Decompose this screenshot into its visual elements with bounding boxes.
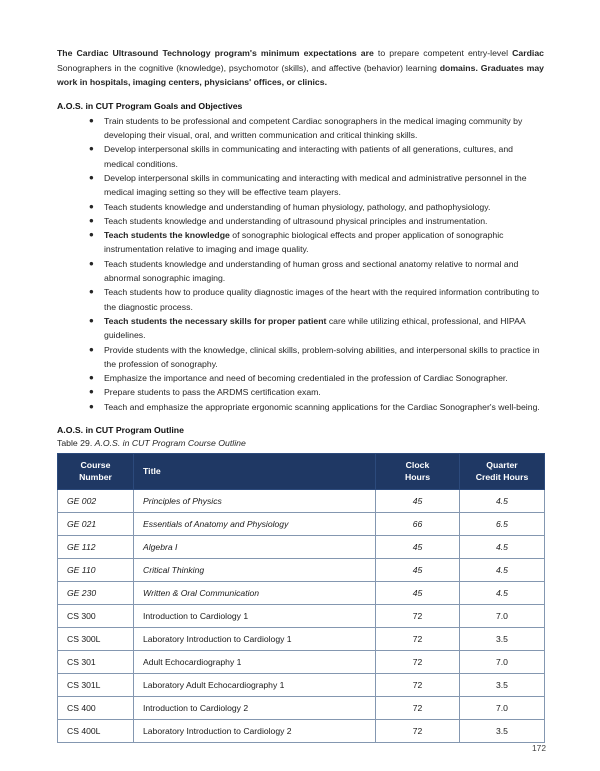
page-number: 172: [532, 743, 546, 753]
cell-title: Introduction to Cardiology 1: [134, 604, 376, 627]
cell-clock-hours: 45: [376, 489, 460, 512]
goal-item: [57, 257, 544, 286]
bullet-icon: ●: [89, 230, 94, 240]
table-body: [58, 489, 545, 742]
cell-course-number: CS 301L: [58, 673, 134, 696]
intro-bold-2: Cardiac: [512, 48, 544, 58]
cell-course-number: CS 400: [58, 696, 134, 719]
goals-list: [57, 114, 544, 414]
cell-clock-hours: 72: [376, 719, 460, 742]
course-outline-table: [57, 453, 545, 743]
cell-title: Principles of Physics: [134, 489, 376, 512]
cell-clock-hours: 72: [376, 604, 460, 627]
cell-course-number: GE 110: [58, 558, 134, 581]
table-row: [58, 512, 545, 535]
cell-title: Laboratory Introduction to Cardiology 2: [134, 719, 376, 742]
course-number-line1: Course: [80, 459, 111, 470]
outline-section-heading: A.O.S. in CUT Program Outline: [57, 425, 184, 436]
cell-quarter-credit-hours: 4.5: [460, 581, 545, 604]
goal-item-text: of sonographic biological effects and proper application of sonographic instrumentation relative to imaging and image quality.: [104, 230, 504, 255]
goal-item: [57, 214, 544, 228]
goal-item: [57, 171, 544, 200]
goal-item: [57, 343, 544, 372]
table-caption-number: Table 29.: [57, 438, 95, 449]
goal-item-text: Emphasize the importance and need of becoming credentialed in the profession of Cardiac Sonographer.: [104, 373, 508, 384]
table-row: [58, 581, 545, 604]
goal-item-bold: Teach students the necessary skills for proper patient: [104, 315, 327, 326]
cell-clock-hours: 45: [376, 535, 460, 558]
quarter-credit-line2: Credit Hours: [475, 472, 529, 483]
bullet-icon: ●: [89, 373, 94, 383]
cell-quarter-credit-hours: 7.0: [460, 650, 545, 673]
cell-quarter-credit-hours: 3.5: [460, 719, 545, 742]
table-row: [58, 696, 545, 719]
goal-item-text: Develop interpersonal skills in communicating and interacting with patients of all generations, cultures, and medical conditions.: [104, 144, 514, 169]
cell-quarter-credit-hours: 3.5: [460, 627, 545, 650]
bullet-icon: ●: [89, 201, 94, 211]
cell-title: Critical Thinking: [134, 558, 376, 581]
cell-quarter-credit-hours: 7.0: [460, 696, 545, 719]
bullet-icon: ●: [89, 172, 94, 182]
goal-item: [57, 200, 544, 214]
table-caption: [57, 437, 544, 451]
table-caption-title: A.O.S. in CUT Program Course Outline: [94, 438, 246, 449]
course-number-line2: Number: [79, 472, 112, 483]
bullet-icon: ●: [89, 115, 94, 125]
bullet-icon: ●: [89, 401, 94, 411]
column-header-clock-hours: [376, 453, 460, 489]
goal-item-text: Teach and emphasize the appropriate ergonomic scanning applications for the Cardiac Sonographer's well-being.: [104, 401, 540, 412]
cell-quarter-credit-hours: 6.5: [460, 512, 545, 535]
table-row: [58, 558, 545, 581]
table-row: [58, 719, 545, 742]
cell-title: Adult Echocardiography 1: [134, 650, 376, 673]
goal-item-text: Train students to be professional and competent Cardiac sonographers in the medical imaging community by developing their visual, oral, and written communication and critical thinking skills.: [104, 115, 523, 141]
table-header-row: [58, 453, 545, 489]
cell-course-number: CS 300: [58, 604, 134, 627]
bullet-icon: ●: [89, 215, 94, 225]
column-header-course-number: [58, 453, 134, 489]
bullet-icon: ●: [89, 144, 94, 154]
intro-regular-2: Sonographers in the cognitive (knowledge), psychomotor (skills), and affective (behavior) learning: [57, 62, 440, 73]
cell-course-number: GE 002: [58, 489, 134, 512]
goal-item: [57, 314, 544, 343]
quarter-credit-line1: Quarter: [486, 459, 518, 470]
table-row: [58, 627, 545, 650]
cell-clock-hours: 72: [376, 673, 460, 696]
cell-title: Essentials of Anatomy and Physiology: [134, 512, 376, 535]
goal-item: [57, 371, 544, 385]
cell-course-number: GE 021: [58, 512, 134, 535]
intro-bold-1: The Cardiac Ultrasound Technology program's minimum expectations are: [57, 48, 374, 58]
goal-item-text: Teach students how to produce quality diagnostic images of the heart with the required information contributing to the diagnostic process.: [104, 287, 540, 312]
goal-item: [57, 228, 544, 257]
cell-quarter-credit-hours: 7.0: [460, 604, 545, 627]
bullet-icon: ●: [89, 315, 94, 325]
intro-paragraph: [57, 46, 544, 90]
goal-item-text: Teach students knowledge and understanding of ultrasound physical principles and instrumentation.: [104, 215, 488, 226]
cell-clock-hours: 72: [376, 627, 460, 650]
cell-course-number: CS 400L: [58, 719, 134, 742]
goal-item: [57, 142, 544, 171]
table-row: [58, 535, 545, 558]
cell-quarter-credit-hours: 3.5: [460, 673, 545, 696]
cell-title: Written & Oral Communication: [134, 581, 376, 604]
cell-clock-hours: 72: [376, 650, 460, 673]
cell-course-number: GE 112: [58, 535, 134, 558]
goal-item: [57, 285, 544, 314]
goal-item: [57, 114, 544, 143]
cell-clock-hours: 45: [376, 558, 460, 581]
table-row: [58, 489, 545, 512]
cell-course-number: GE 230: [58, 581, 134, 604]
cell-title: Laboratory Adult Echocardiography 1: [134, 673, 376, 696]
table-row: [58, 650, 545, 673]
goal-item-text: Prepare students to pass the ARDMS certification exam.: [104, 387, 321, 398]
table-row: [58, 673, 545, 696]
bullet-icon: ●: [89, 287, 94, 297]
bullet-icon: ●: [89, 258, 94, 268]
cell-course-number: CS 301: [58, 650, 134, 673]
goal-item-text: Teach students knowledge and understanding of human gross and sectional anatomy relative to normal and abnormal sonographic imaging.: [104, 258, 519, 284]
goal-item-text: Develop interpersonal skills in communicating and interacting with medical and administrative personnel in the medical imaging setting so they will be effective team players.: [104, 172, 527, 198]
cell-title: Laboratory Introduction to Cardiology 1: [134, 627, 376, 650]
clock-hours-line1: Clock: [405, 459, 430, 470]
table-header: [58, 453, 545, 489]
clock-hours-line2: Hours: [404, 472, 431, 483]
goals-section-heading: A.O.S. in CUT Program Goals and Objectives: [57, 100, 243, 111]
cell-quarter-credit-hours: 4.5: [460, 558, 545, 581]
bullet-icon: ●: [89, 387, 94, 397]
table-row: [58, 604, 545, 627]
goal-item-bold: Teach students the knowledge: [104, 230, 230, 241]
cell-clock-hours: 72: [376, 696, 460, 719]
cell-clock-hours: 45: [376, 581, 460, 604]
goal-item-text: care while utilizing ethical, professional, and HIPAA guidelines.: [104, 315, 526, 341]
cell-quarter-credit-hours: 4.5: [460, 535, 545, 558]
cell-quarter-credit-hours: 4.5: [460, 489, 545, 512]
goal-item: [57, 400, 544, 414]
intro-bold-3: domains. Graduates may work in hospitals, imaging centers, physicians' offices, or clinics.: [57, 62, 544, 88]
goal-item: [57, 385, 544, 399]
goal-item-text: Teach students knowledge and understanding of human physiology, pathology, and pathophysiology.: [104, 201, 491, 212]
goal-item-text: Provide students with the knowledge, clinical skills, problem-solving abilities, and interpersonal skills to practice in the profession of sonography.: [104, 344, 540, 369]
cell-course-number: CS 300L: [58, 627, 134, 650]
cell-title: Algebra I: [134, 535, 376, 558]
cell-clock-hours: 66: [376, 512, 460, 535]
intro-regular-1: to prepare competent entry-level: [373, 48, 513, 58]
bullet-icon: ●: [89, 344, 94, 354]
column-header-quarter-credit-hours: [460, 453, 545, 489]
cell-title: Introduction to Cardiology 2: [134, 696, 376, 719]
column-header-title: Title: [134, 453, 376, 489]
